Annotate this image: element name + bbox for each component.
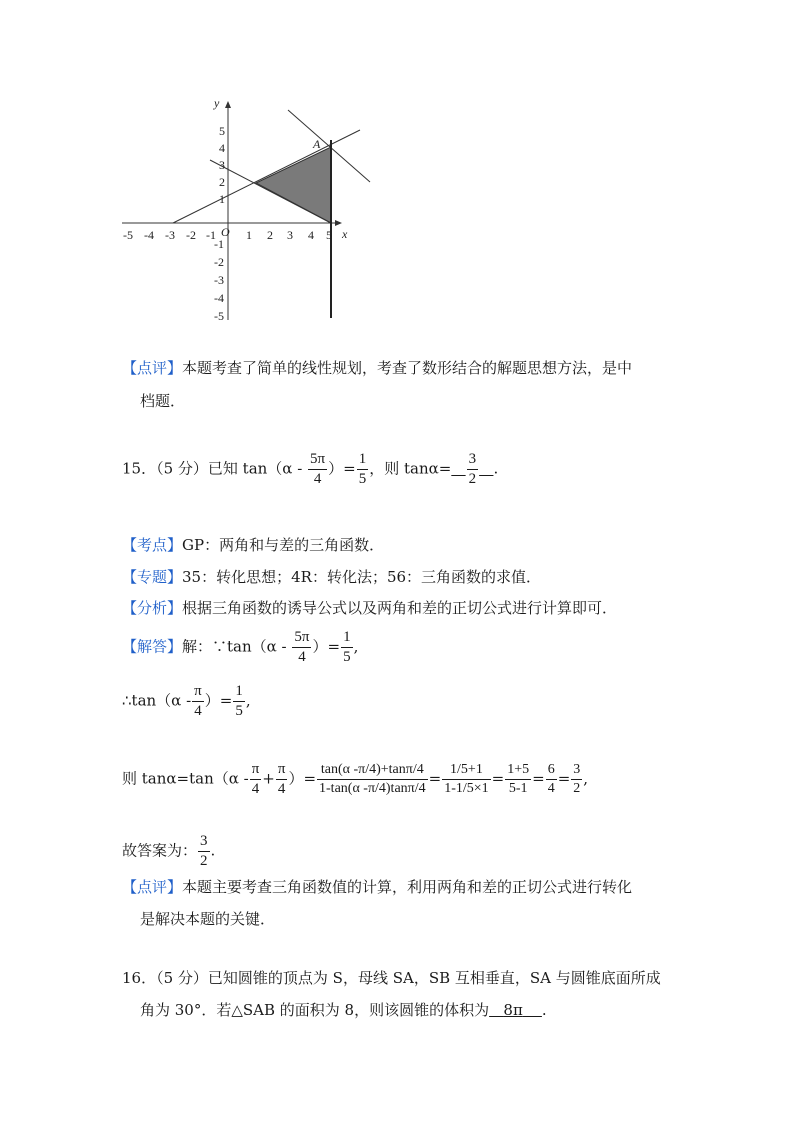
fraction: $\frac{6}{4}$ bbox=[547, 762, 555, 796]
comment-1 bbox=[122, 358, 632, 378]
fraction: $\frac{5\pi}{4}$ bbox=[310, 451, 326, 487]
fraction: $\frac{5\pi}{4}$ bbox=[294, 629, 310, 665]
fenxi-text: 根据三角函数的诱导公式以及两角和差的正切公式进行计算即可． bbox=[182, 599, 618, 617]
question-16-line-2 bbox=[140, 1000, 547, 1020]
fraction: $\frac{\pi}{4}$ bbox=[277, 761, 286, 797]
x-tick-label: 2 bbox=[267, 228, 273, 242]
fenxi-tag: 【分析】 bbox=[122, 599, 183, 617]
x-tick-label: -4 bbox=[144, 228, 154, 242]
text-segment: + bbox=[262, 769, 275, 788]
text-segment: = bbox=[428, 769, 442, 788]
fenxi bbox=[122, 598, 617, 618]
y-tick-label: 2 bbox=[219, 175, 225, 189]
text-segment: 角为 30°．若△SAB 的面积为 8，则该圆锥的体积为 bbox=[140, 1001, 490, 1019]
text-segment: ，则 tanα= bbox=[369, 459, 452, 478]
y-tick-label: 1 bbox=[219, 192, 225, 206]
comment-text: 本题主要考查三角函数值的计算，利用两角和差的正切公式进行转化 bbox=[182, 878, 633, 896]
comment-tag: 【点评】 bbox=[122, 878, 183, 896]
x-tick-label: -2 bbox=[186, 228, 196, 242]
x-tick-label: 1 bbox=[246, 228, 252, 242]
big-fraction: $\frac{\tan(\alpha -\pi/4)+\tan\pi/4}{1-\tan(\alpha -\pi/4)\tan\pi/4}$ bbox=[319, 762, 426, 796]
x-tick-label: 5 bbox=[326, 228, 332, 242]
point-a-label: A bbox=[313, 137, 321, 151]
comment-text: 本题考查了简单的线性规划，考查了数形结合的解题思想方法，是中 bbox=[182, 359, 633, 377]
y-tick-label: -3 bbox=[214, 273, 224, 287]
zhuanti bbox=[122, 567, 541, 587]
text-segment: ）= bbox=[204, 691, 233, 710]
fraction: $\frac{1}{5}$ bbox=[358, 451, 367, 487]
comment-1-cont: 档题． bbox=[140, 392, 186, 410]
text-segment: , bbox=[245, 691, 251, 710]
comment-2-cont: 是解决本题的关键． bbox=[140, 910, 276, 928]
comment-tag: 【点评】 bbox=[122, 359, 183, 377]
question-number: 15．（5 分）已知 tan（α - bbox=[122, 459, 303, 478]
text-segment: ）= bbox=[288, 769, 317, 788]
answer-blank bbox=[489, 1001, 542, 1019]
answer-fraction: $\frac{3}{2}$ bbox=[468, 451, 477, 487]
y-tick-label: -4 bbox=[214, 291, 224, 305]
fraction: $\frac{1/5+1}{1-1/5\times 1}$ bbox=[444, 762, 489, 796]
text-segment: 解：∵tan（α - bbox=[182, 637, 287, 656]
fraction: $\frac{3}{2}$ bbox=[200, 833, 208, 869]
x-tick-label: -1 bbox=[206, 228, 216, 242]
x-axis-arrow bbox=[335, 220, 342, 226]
x-axis-label: x bbox=[342, 227, 348, 241]
text-segment: ）= bbox=[328, 459, 356, 478]
kaodian bbox=[122, 535, 384, 555]
step-3 bbox=[122, 762, 588, 797]
fraction: $\frac{1}{5}$ bbox=[343, 629, 351, 665]
fraction: $\frac{\pi}{4}$ bbox=[194, 683, 202, 719]
y-tick-label: -5 bbox=[214, 309, 224, 323]
origin-label: O bbox=[221, 225, 230, 239]
text-segment: , bbox=[353, 637, 359, 656]
x-tick-label: 4 bbox=[308, 228, 314, 242]
x-tick-label: -3 bbox=[165, 228, 175, 242]
feasible-region bbox=[256, 147, 331, 223]
y-axis-label: y bbox=[214, 96, 220, 110]
question-15 bbox=[122, 452, 498, 487]
answer-blank bbox=[451, 451, 493, 487]
fraction: $\frac{\pi}{4}$ bbox=[251, 761, 260, 797]
y-tick-label: 3 bbox=[219, 158, 225, 172]
y-tick-label: 4 bbox=[219, 141, 225, 155]
y-tick-label: -1 bbox=[214, 237, 224, 251]
text-segment: = bbox=[557, 769, 571, 788]
fraction: $\frac{1}{5}$ bbox=[235, 683, 243, 719]
text-segment: . bbox=[541, 1001, 547, 1019]
text-segment: 故答案为： bbox=[122, 841, 198, 860]
y-axis-arrow bbox=[225, 101, 231, 108]
text-segment: = bbox=[491, 769, 505, 788]
jieda bbox=[122, 630, 358, 665]
answer-value: 8π bbox=[503, 1001, 523, 1019]
comment-2 bbox=[122, 877, 632, 897]
y-tick-label: -2 bbox=[214, 255, 224, 269]
question-16-line-1: 16．（5 分）已知圆锥的顶点为 S，母线 SA，SB 互相垂直，SA 与圆锥底面所成 bbox=[122, 969, 661, 987]
answer bbox=[122, 834, 215, 869]
jieda-tag: 【解答】 bbox=[122, 637, 183, 656]
kaodian-text: GP：两角和与差的三角函数． bbox=[182, 536, 385, 554]
text-segment: , bbox=[583, 769, 589, 788]
fraction: $\frac{1+5}{5-1}$ bbox=[507, 762, 530, 796]
x-tick-label: -5 bbox=[123, 228, 133, 242]
text-segment: = bbox=[532, 769, 545, 788]
text-segment: ）= bbox=[312, 637, 341, 656]
zhuanti-text: 35：转化思想；4R：转化法；56：三角函数的求值． bbox=[182, 568, 542, 586]
kaodian-tag: 【考点】 bbox=[122, 536, 183, 554]
x-tick-label: 3 bbox=[287, 228, 293, 242]
text-segment: . bbox=[493, 459, 499, 478]
text-segment: 则 tanα=tan（α - bbox=[122, 769, 249, 788]
linear-programming-graph bbox=[110, 90, 380, 330]
text-segment: ∴tan（α - bbox=[122, 691, 192, 710]
y-tick-label: 5 bbox=[219, 124, 225, 138]
zhuanti-tag: 【专题】 bbox=[122, 568, 183, 586]
fraction: $\frac{3}{2}$ bbox=[573, 762, 581, 796]
text-segment: . bbox=[210, 841, 216, 860]
step-2 bbox=[122, 684, 251, 719]
